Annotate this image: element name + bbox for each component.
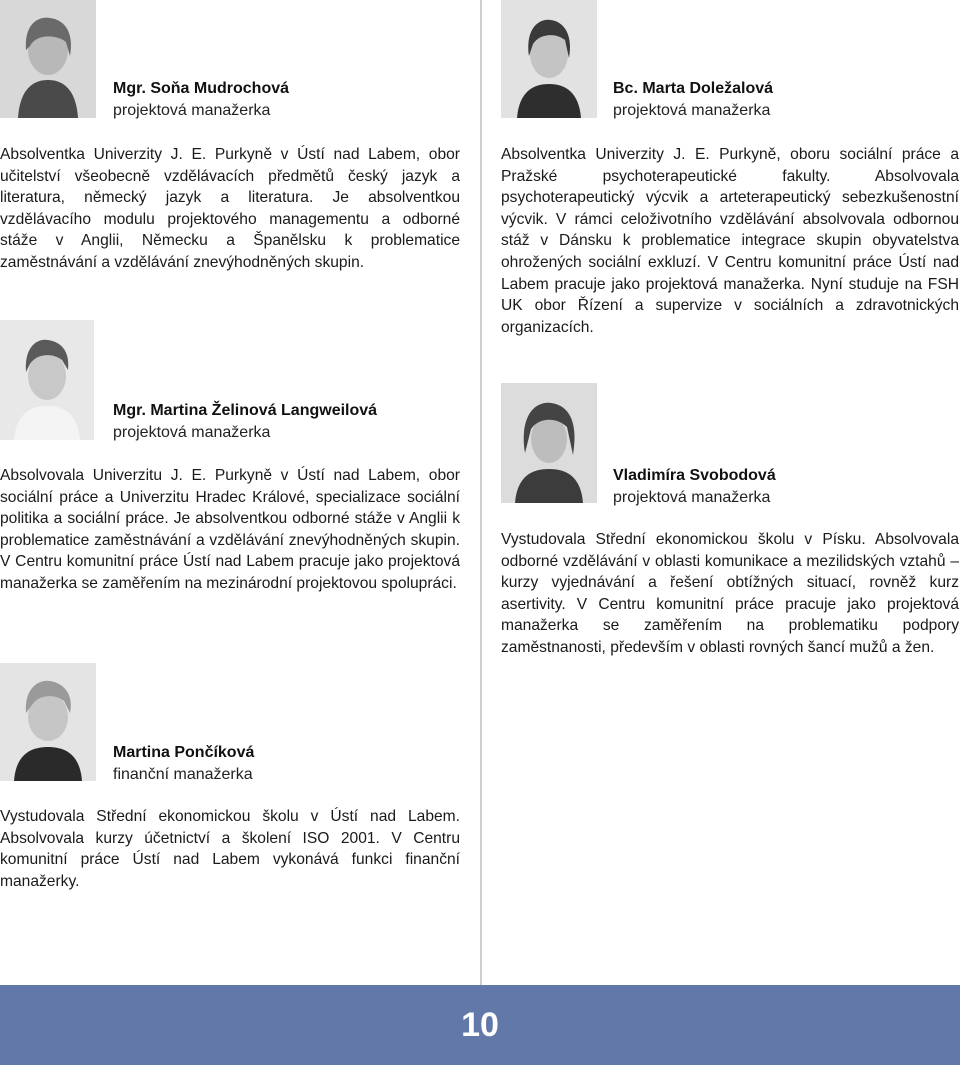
column-divider bbox=[480, 0, 482, 985]
person-name: Martina Pončíková bbox=[113, 744, 255, 761]
portrait-photo bbox=[501, 0, 597, 118]
person-role: projektová manažerka bbox=[613, 102, 771, 119]
page-footer bbox=[0, 985, 960, 1065]
person-name: Bc. Marta Doležalová bbox=[613, 80, 774, 97]
person-role: projektová manažerka bbox=[113, 424, 271, 441]
person-name: Vladimíra Svobodová bbox=[613, 467, 776, 484]
person-role: projektová manažerka bbox=[113, 102, 271, 119]
person-name: Mgr. Martina Želinová Langweilová bbox=[113, 402, 378, 419]
portrait-photo bbox=[0, 663, 96, 781]
person-bio: Absolvovala Univerzitu J. E. Purkyně v Ústí nad Labem, obor sociální práce a Univerzitu Hradec Králové, specializace sociální politika a sociální práce. Je absolventkou odborné stáže v Anglii k problematice zaměstnávání a vzdělávání znevýhodněných skupin. V Centru komunitní práce Ústí nad Labem pracuje jako projektová manažerka se zaměřením na mezinárodní projektovou spolupráci. bbox=[0, 467, 460, 592]
person-bio: Vystudovala Střední ekonomickou školu v Ústí nad Labem. Absolvovala kurzy účetnictví a školení ISO 2001. V Centru komunitní práce Ústí nad Labem vykonává funkci finanční manažerky. bbox=[0, 808, 460, 890]
person-role: projektová manažerka bbox=[613, 489, 771, 506]
person-role: finanční manažerka bbox=[113, 766, 253, 783]
person-bio: Absolventka Univerzity J. E. Purkyně v Ústí nad Labem, obor učitelství všeobecně vzdělávacích předmětů český jazyk a literatura, německý jazyk a literatura. Je absolventkou vzdělávacího modulu projektového managementu a odborné stáže v Anglii, Německu a Španělsku k problematice zaměstnávání a vzdělávání znevýhodněných skupin. bbox=[0, 146, 460, 271]
portrait-photo bbox=[501, 383, 597, 503]
page-number: 10 bbox=[461, 1006, 499, 1044]
person-bio: Absolventka Univerzity J. E. Purkyně, oboru sociální práce a Pražské psychoterapeutické fakulty. Absolvovala psychoterapeutický výcvik a arteterapeutický sebezkušenostní výcvik. V rámci celoživotního vzdělávání absolvovala odbornou stáž v Dánsku k problematice integrace skupin obyvatelstva ohrožených sociální exkluzí. V Centru komunitní práce Ústí nad Labem pracuje jako projektová manažerka. Nyní studuje na FSH UK obor Řízení a supervize v sociálních a zdravotnických organizacích. bbox=[501, 146, 959, 336]
person-bio: Vystudovala Střední ekonomickou školu v Písku. Absolvovala odborné vzdělávání v oblasti komunikace a mezilidských vztahů – kurzy vyjednávání a řešení obtížných situací, rovněž kurz asertivity. V Centru komunitní práce pracuje jako projektová manažerka se zaměřením na problematiku podpory zaměstnanosti, především v oblasti rovných šancí mužů a žen. bbox=[501, 531, 959, 656]
portrait-photo bbox=[0, 0, 96, 118]
person-name: Mgr. Soňa Mudrochová bbox=[113, 80, 290, 97]
portrait-photo bbox=[0, 320, 94, 440]
